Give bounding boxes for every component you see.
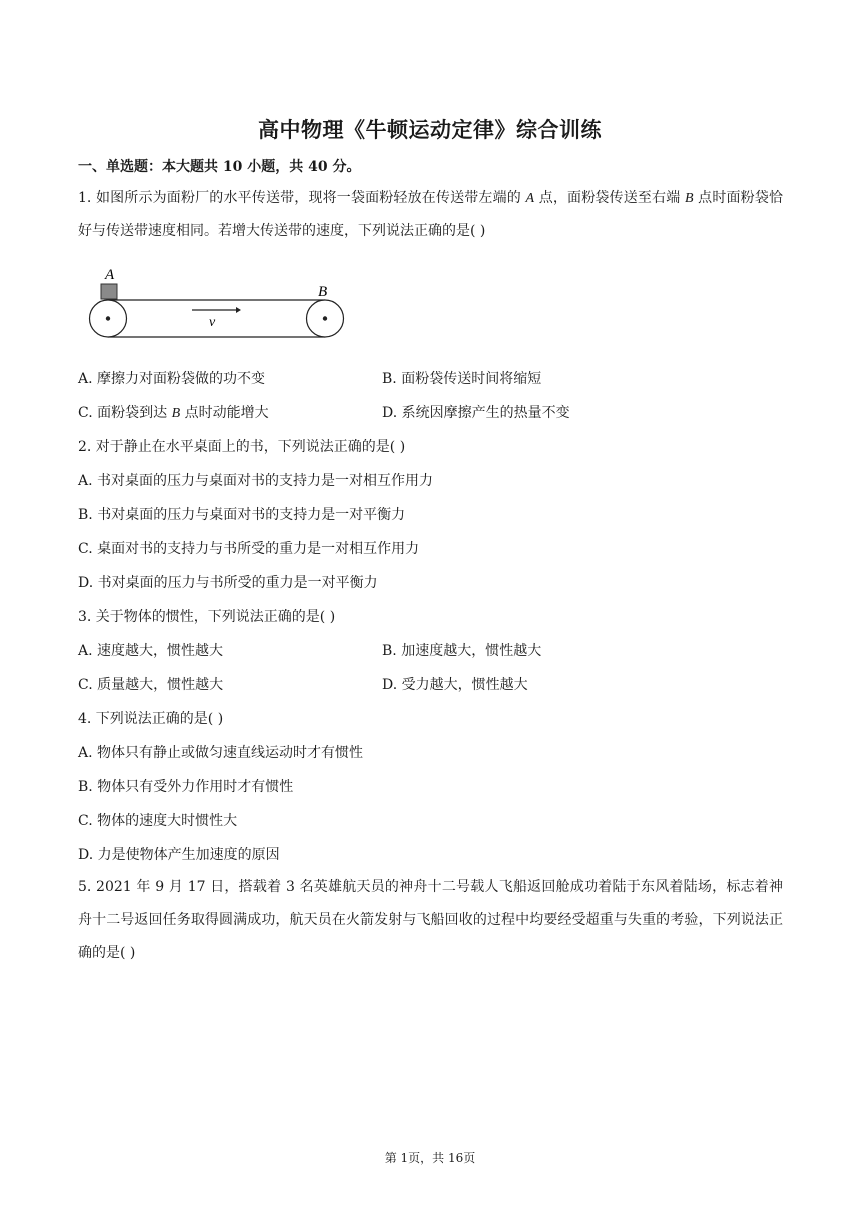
right-pulley-axle [323, 316, 327, 320]
page-footer: 第 1页，共 16页 [384, 1151, 476, 1165]
q4-option-b: B. 物体只有受外力作用时才有惯性 [78, 779, 294, 795]
q1-option-b: B. 面粉袋传送时间将缩短 [382, 371, 542, 387]
q1-option-c [78, 403, 269, 424]
velocity-arrowhead [236, 307, 241, 313]
q4-option-c: C. 物体的速度大时惯性大 [78, 813, 238, 829]
q1-option-c-post: 点时动能增大 [180, 405, 269, 421]
q3-option-a: A. 速度越大，惯性越大 [78, 643, 224, 659]
q3-option-c: C. 质量越大，惯性越大 [78, 677, 224, 693]
q4-option-d: D. 力是使物体产生加速度的原因 [78, 847, 280, 863]
q1-option-c-pre: C. 面粉袋到达 [78, 405, 172, 421]
conveyor-belt-figure [88, 265, 348, 341]
q4-option-a: A. 物体只有静止或做匀速直线运动时才有惯性 [78, 745, 364, 761]
question-2-stem: 2. 对于静止在水平桌面上的书，下列说法正确的是( ) [78, 439, 406, 455]
q1-text-b: 点，面粉袋传送至右端 [534, 190, 685, 206]
q1-option-d: D. 系统因摩擦产生的热量不变 [382, 405, 570, 421]
q2-option-d: D. 书对桌面的压力与书所受的重力是一对平衡力 [78, 575, 378, 591]
question-4-stem: 4. 下列说法正确的是( ) [78, 711, 224, 727]
q2-option-c: C. 桌面对书的支持力与书所受的重力是一对相互作用力 [78, 541, 420, 557]
left-pulley-axle [106, 316, 110, 320]
question-3-stem: 3. 关于物体的惯性，下列说法正确的是( ) [78, 609, 336, 625]
question-5-stem: 5. 2021 年 9 月 17 日，搭载着 3 名英雄航天员的神舟十二号载人飞船返回舱成功着陆于东风着陆场，标志着神舟十二号返回任务取得圆满成功，航天员在火箭发射与飞船回收的过程中均要经受超重与失重的考验，下列说法正确的是( ) [78, 879, 783, 961]
document-title: 高中物理《牛顿运动定律》综合训练 [258, 117, 602, 142]
question-1-stem [78, 182, 783, 248]
q2-option-a: A. 书对桌面的压力与桌面对书的支持力是一对相互作用力 [78, 473, 434, 489]
q1-var-b: B [685, 191, 694, 206]
section-heading: 一、单选题：本大题共 10 小题，共 40 分。 [78, 159, 361, 175]
figure-label-b: B [318, 284, 328, 300]
q1-var-a: A [525, 191, 535, 206]
figure-label-v: v [209, 315, 216, 330]
q1-option-c-var: B [171, 406, 181, 421]
figure-label-a: A [105, 267, 115, 283]
q2-option-b: B. 书对桌面的压力与桌面对书的支持力是一对平衡力 [78, 507, 406, 523]
q1-text-c: 点时面粉袋恰好与传送带速度相同。若增大传送带的速度，下列说法正确的是( ) [78, 190, 784, 239]
flour-bag-block [101, 284, 117, 299]
q1-text-a: 1. 如图所示为面粉厂的水平传送带，现将一袋面粉轻放在传送带左端的 [78, 190, 526, 206]
q3-option-b: B. 加速度越大，惯性越大 [382, 643, 542, 659]
q1-option-a: A. 摩擦力对面粉袋做的功不变 [78, 371, 266, 387]
q3-option-d: D. 受力越大，惯性越大 [382, 677, 528, 693]
